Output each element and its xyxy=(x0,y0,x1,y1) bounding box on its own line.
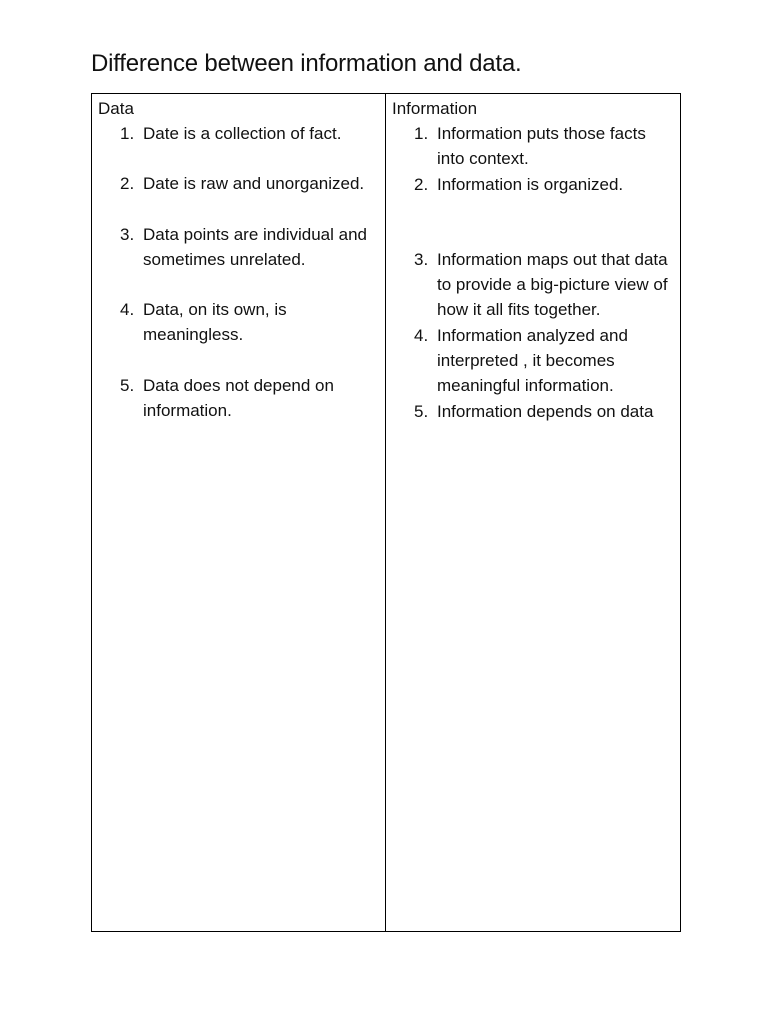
item-number: 2. xyxy=(120,174,135,194)
comparison-table xyxy=(91,93,681,932)
data-column xyxy=(92,94,386,932)
item-number: 4. xyxy=(414,325,429,345)
item-number: 1. xyxy=(414,124,429,143)
item-number: 2. xyxy=(414,174,429,194)
item-text: Information is organized. xyxy=(437,174,624,194)
list-item xyxy=(386,399,680,424)
information-column xyxy=(386,94,681,932)
data-points-list xyxy=(92,121,385,423)
list-item xyxy=(386,323,680,399)
page-title: Difference between information and data. xyxy=(91,50,522,77)
list-item xyxy=(386,247,680,323)
list-item xyxy=(386,121,680,172)
item-text: Data does not depend on information. xyxy=(143,375,334,421)
list-item xyxy=(92,121,385,146)
table-row xyxy=(92,94,681,932)
item-text: Data, on its own, is meaningless. xyxy=(143,300,287,345)
list-item xyxy=(92,373,385,424)
item-text: Date is a collection of fact. xyxy=(143,124,342,143)
item-number: 5. xyxy=(414,401,429,421)
item-text: Information analyzed and interpreted , it becomes meaningful information. xyxy=(437,325,628,396)
item-text: Information puts those facts into context. xyxy=(437,124,646,169)
item-number: 3. xyxy=(120,224,135,244)
item-number: 5. xyxy=(120,375,135,395)
list-item xyxy=(386,172,680,197)
item-text: Data points are individual and sometimes unrelated. xyxy=(143,224,367,269)
item-number: 4. xyxy=(120,300,135,320)
column-header: Data xyxy=(98,99,134,118)
column-header: Information xyxy=(392,99,478,118)
item-text: Information depends on data xyxy=(437,401,654,421)
information-points-list xyxy=(386,121,680,424)
list-item xyxy=(92,171,385,196)
list-item xyxy=(92,222,385,273)
list-item xyxy=(92,297,385,348)
item-number: 1. xyxy=(120,124,135,143)
item-number: 3. xyxy=(414,249,429,269)
item-text: Information maps out that data to provide a big-picture view of how it all fits together. xyxy=(437,249,668,320)
item-text: Date is raw and unorganized. xyxy=(143,174,365,194)
